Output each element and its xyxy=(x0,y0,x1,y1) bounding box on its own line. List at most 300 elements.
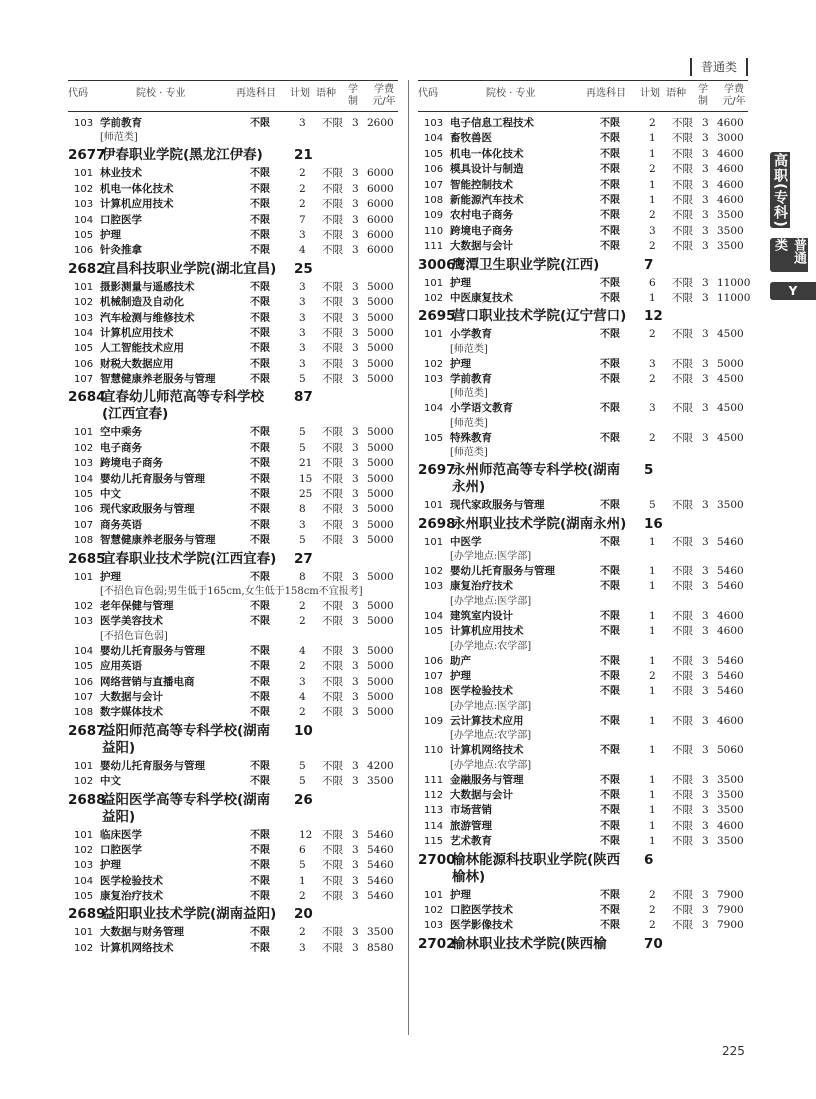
tuition-fee: 5060 xyxy=(717,744,744,757)
plan-count: 2 xyxy=(299,198,306,211)
major-code: 102 xyxy=(74,183,94,195)
major-name: 大数据与会计 xyxy=(100,690,163,703)
plan-count: 1 xyxy=(649,773,656,786)
major-name: 云计算技术应用 xyxy=(450,714,524,727)
subject-requirement: 不限 xyxy=(600,745,620,757)
plan-count: 1 xyxy=(649,788,656,801)
major-list xyxy=(418,327,748,460)
study-length: 3 xyxy=(352,859,359,872)
school-heading xyxy=(68,387,398,425)
tuition-fee: 7900 xyxy=(717,919,744,932)
school-heading xyxy=(418,850,748,888)
study-length: 3 xyxy=(352,599,359,612)
plan-count: 2 xyxy=(649,888,656,901)
tab-letter-y[interactable]: Y xyxy=(770,282,816,300)
major-code: 105 xyxy=(74,661,94,673)
language: 不限 xyxy=(322,117,343,129)
study-length: 3 xyxy=(352,117,359,129)
language: 不限 xyxy=(672,919,693,932)
major-name: 新能源汽车技术 xyxy=(450,193,524,206)
tuition-fee: 8580 xyxy=(367,941,394,954)
table-row xyxy=(68,311,398,326)
major-code: 101 xyxy=(424,329,444,341)
study-length: 3 xyxy=(702,276,709,289)
table-row xyxy=(68,705,398,720)
study-length: 3 xyxy=(352,660,359,673)
table-row xyxy=(418,372,748,387)
plan-count: 2 xyxy=(299,706,306,719)
header-subject: 再选科目 xyxy=(236,88,276,99)
tuition-fee: 6000 xyxy=(367,244,394,257)
plan-count: 1 xyxy=(649,804,656,817)
plan-count: 3 xyxy=(299,357,306,370)
school-code: 2685 xyxy=(68,550,106,567)
major-code: 102 xyxy=(424,904,444,916)
subject-requirement: 不限 xyxy=(600,432,620,444)
tuition-fee: 4600 xyxy=(717,609,744,622)
study-length: 3 xyxy=(352,534,359,547)
language: 不限 xyxy=(322,228,343,241)
tuition-fee: 5000 xyxy=(367,326,394,339)
table-row xyxy=(68,828,398,843)
major-code: 107 xyxy=(74,691,94,703)
major-note: [师范类] xyxy=(450,417,488,429)
school-name: 益阳职业技术学院(湖南益阳) xyxy=(102,906,277,923)
language: 不限 xyxy=(322,759,343,772)
major-name: 金融服务与管理 xyxy=(450,773,524,786)
subject-requirement: 不限 xyxy=(600,500,620,512)
major-code: 107 xyxy=(424,179,444,191)
study-length: 3 xyxy=(352,615,359,628)
subject-requirement: 不限 xyxy=(250,343,270,355)
subject-requirement: 不限 xyxy=(600,194,620,206)
table-row xyxy=(68,357,398,372)
major-code: 107 xyxy=(74,374,94,386)
plan-count: 1 xyxy=(299,874,306,887)
major-name: 特殊教育 xyxy=(450,431,492,444)
plan-count: 5 xyxy=(299,441,306,454)
school-plan-total: 5 xyxy=(644,462,654,479)
plan-count: 1 xyxy=(649,535,656,548)
major-name: 电子信息工程技术 xyxy=(450,117,534,129)
table-row xyxy=(418,918,748,933)
plan-count: 5 xyxy=(299,534,306,547)
subject-requirement: 不限 xyxy=(600,292,620,304)
major-name: 计算机网络技术 xyxy=(100,941,174,954)
study-length: 3 xyxy=(702,669,709,682)
subject-requirement: 不限 xyxy=(600,789,620,801)
study-length: 3 xyxy=(352,843,359,856)
study-length: 3 xyxy=(352,644,359,657)
table-row xyxy=(68,941,398,956)
study-length: 3 xyxy=(352,503,359,516)
study-length: 3 xyxy=(702,788,709,801)
school-name: 永州职业技术学院(湖南永州) xyxy=(452,515,627,532)
language: 不限 xyxy=(672,499,693,512)
school-plan-total: 26 xyxy=(294,791,313,808)
language: 不限 xyxy=(672,147,693,160)
header-code: 代码 xyxy=(418,88,438,99)
tuition-fee: 5460 xyxy=(717,535,744,548)
tuition-fee: 2600 xyxy=(367,117,394,129)
subject-requirement: 不限 xyxy=(250,358,270,370)
table-row xyxy=(418,535,748,550)
enrollment-list xyxy=(418,116,751,955)
language: 不限 xyxy=(322,706,343,719)
tuition-fee: 4600 xyxy=(717,819,744,832)
plan-count: 3 xyxy=(299,941,306,954)
plan-count: 5 xyxy=(299,775,306,788)
language: 不限 xyxy=(322,775,343,788)
plan-count: 1 xyxy=(649,744,656,757)
table-row xyxy=(418,224,748,239)
plan-count: 2 xyxy=(299,615,306,628)
study-length: 3 xyxy=(702,240,709,253)
study-length: 3 xyxy=(702,654,709,667)
table-row xyxy=(68,518,398,533)
table-row xyxy=(418,903,748,918)
major-note: [师范类] xyxy=(450,447,488,459)
study-length: 3 xyxy=(352,775,359,788)
major-code: 106 xyxy=(74,676,94,688)
tuition-fee: 3000 xyxy=(717,132,744,145)
school-heading xyxy=(68,145,398,166)
major-note: [不招色盲色弱] xyxy=(100,630,168,642)
language: 不限 xyxy=(672,117,693,129)
plan-count: 7 xyxy=(299,213,306,226)
major-name: 护理 xyxy=(100,570,121,583)
major-code: 103 xyxy=(424,118,444,129)
study-length: 3 xyxy=(352,488,359,501)
major-name: 网络营销与直播电商 xyxy=(100,675,195,688)
subject-requirement: 不限 xyxy=(600,329,620,341)
table-row xyxy=(68,372,398,387)
tuition-fee: 5460 xyxy=(367,874,394,887)
table-row xyxy=(68,441,398,456)
major-name: 农村电子商务 xyxy=(450,209,513,222)
table-row xyxy=(68,280,398,295)
language: 不限 xyxy=(672,240,693,253)
subject-requirement: 不限 xyxy=(250,760,270,772)
major-code: 103 xyxy=(74,860,94,872)
tuition-fee: 5000 xyxy=(367,615,394,628)
table-row xyxy=(68,295,398,310)
subject-requirement: 不限 xyxy=(250,183,270,195)
table-row xyxy=(68,197,398,212)
major-list xyxy=(68,116,398,145)
table-row xyxy=(68,166,398,181)
school-plan-total: 6 xyxy=(644,851,654,868)
table-row xyxy=(418,579,748,594)
header-plan: 计划 xyxy=(640,88,660,99)
table-row xyxy=(68,425,398,440)
tuition-fee: 4500 xyxy=(717,402,744,415)
major-code: 103 xyxy=(424,374,444,386)
table-row xyxy=(418,669,748,684)
table-row xyxy=(418,498,748,513)
major-note: [办学地点:农学部] xyxy=(450,759,532,771)
major-code: 114 xyxy=(424,820,444,832)
subject-requirement: 不限 xyxy=(250,776,270,788)
major-code: 104 xyxy=(424,610,444,622)
table-row xyxy=(418,401,748,416)
header-language: 语种 xyxy=(316,88,336,99)
subject-requirement: 不限 xyxy=(250,297,270,309)
study-length: 3 xyxy=(352,426,359,439)
major-code: 115 xyxy=(424,836,444,848)
school-plan-total: 87 xyxy=(294,389,313,406)
right-column xyxy=(418,80,751,955)
major-code: 101 xyxy=(424,277,444,289)
major-code: 101 xyxy=(74,927,94,939)
major-name: 小学教育 xyxy=(450,328,492,341)
major-list xyxy=(68,166,398,258)
tuition-fee: 4600 xyxy=(717,147,744,160)
subject-requirement: 不限 xyxy=(600,836,620,848)
school-plan-total: 20 xyxy=(294,906,313,923)
language: 不限 xyxy=(672,669,693,682)
plan-count: 1 xyxy=(649,625,656,638)
plan-count: 25 xyxy=(299,488,313,501)
study-length: 3 xyxy=(702,565,709,578)
header-fee: 学费元/年 xyxy=(372,84,396,107)
language: 不限 xyxy=(322,644,343,657)
major-name: 学前教育 xyxy=(450,373,492,386)
major-code: 106 xyxy=(424,655,444,667)
major-name: 康复治疗技术 xyxy=(450,580,513,593)
major-code: 104 xyxy=(74,875,94,887)
subject-requirement: 不限 xyxy=(250,199,270,211)
major-name: 助产 xyxy=(450,654,471,667)
major-list xyxy=(68,925,398,956)
study-length: 3 xyxy=(702,819,709,832)
table-row xyxy=(418,431,748,446)
subject-requirement: 不限 xyxy=(250,229,270,241)
tuition-fee: 5000 xyxy=(367,644,394,657)
subject-requirement: 不限 xyxy=(250,600,270,612)
language: 不限 xyxy=(672,163,693,176)
major-name: 婴幼儿托育服务与管理 xyxy=(100,644,205,657)
language: 不限 xyxy=(322,660,343,673)
tuition-fee: 5000 xyxy=(367,518,394,531)
major-name: 护理 xyxy=(450,669,471,682)
table-row xyxy=(68,533,398,548)
tuition-fee: 5000 xyxy=(367,472,394,485)
tuition-fee: 4200 xyxy=(367,759,394,772)
major-name: 大数据与财务管理 xyxy=(100,926,184,939)
table-row xyxy=(68,614,398,629)
study-length: 3 xyxy=(352,213,359,226)
subject-requirement: 不限 xyxy=(250,519,270,531)
tuition-fee: 4500 xyxy=(717,373,744,386)
subject-requirement: 不限 xyxy=(600,715,620,727)
plan-count: 1 xyxy=(649,580,656,593)
table-row xyxy=(68,690,398,705)
study-length: 3 xyxy=(702,431,709,444)
major-code: 107 xyxy=(424,670,444,682)
plan-count: 21 xyxy=(299,457,313,470)
subject-requirement: 不限 xyxy=(250,844,270,856)
subject-requirement: 不限 xyxy=(250,645,270,657)
study-length: 3 xyxy=(352,182,359,195)
tuition-fee: 5000 xyxy=(367,488,394,501)
subject-requirement: 不限 xyxy=(600,566,620,578)
tuition-fee: 4500 xyxy=(717,328,744,341)
language: 不限 xyxy=(322,280,343,293)
tuition-fee: 5000 xyxy=(717,357,744,370)
table-row xyxy=(68,843,398,858)
major-code: 103 xyxy=(74,312,94,324)
table-row xyxy=(68,182,398,197)
tuition-fee: 5000 xyxy=(367,311,394,324)
plan-count: 2 xyxy=(299,167,306,180)
plan-count: 3 xyxy=(299,117,306,129)
language: 不限 xyxy=(322,167,343,180)
tab-general[interactable]: 普通类 xyxy=(770,238,808,272)
major-code: 103 xyxy=(424,581,444,593)
plan-count: 8 xyxy=(299,503,306,516)
school-name: 榆林职业技术学院(陕西榆 xyxy=(452,935,607,952)
school-heading xyxy=(68,904,398,925)
side-tabs xyxy=(770,152,816,310)
major-code: 101 xyxy=(424,500,444,512)
tuition-fee: 6000 xyxy=(367,182,394,195)
major-code: 105 xyxy=(424,148,444,160)
study-length: 3 xyxy=(352,373,359,386)
plan-count: 12 xyxy=(299,828,313,841)
major-name: 计算机应用技术 xyxy=(100,326,174,339)
school-name: 伊春职业学院(黑龙江伊春) xyxy=(102,147,263,164)
plan-count: 5 xyxy=(299,426,306,439)
table-row xyxy=(418,147,748,162)
plan-count: 3 xyxy=(299,228,306,241)
study-length: 3 xyxy=(352,357,359,370)
school-code: 2684 xyxy=(68,389,106,406)
major-code: 112 xyxy=(424,789,444,801)
plan-count: 1 xyxy=(649,654,656,667)
major-name: 数字媒体技术 xyxy=(100,706,163,719)
plan-count: 1 xyxy=(649,685,656,698)
major-name: 中医康复技术 xyxy=(450,291,513,304)
tuition-fee: 11000 xyxy=(717,276,751,289)
tuition-fee: 5000 xyxy=(367,426,394,439)
study-length: 3 xyxy=(702,835,709,848)
table-row xyxy=(418,803,748,818)
subject-requirement: 不限 xyxy=(600,374,620,386)
subject-requirement: 不限 xyxy=(250,927,270,939)
school-heading xyxy=(418,255,748,276)
major-code: 101 xyxy=(424,889,444,901)
plan-count: 15 xyxy=(299,472,313,485)
major-name: 跨境电子商务 xyxy=(450,224,513,237)
subject-requirement: 不限 xyxy=(600,610,620,622)
study-length: 3 xyxy=(702,224,709,237)
major-code: 101 xyxy=(74,427,94,439)
table-row xyxy=(418,291,751,306)
plan-count: 2 xyxy=(649,240,656,253)
subject-requirement: 不限 xyxy=(600,403,620,415)
subject-requirement: 不限 xyxy=(600,820,620,832)
plan-count: 1 xyxy=(649,609,656,622)
major-name: 摄影测量与遥感技术 xyxy=(100,280,195,293)
tuition-fee: 3500 xyxy=(717,804,744,817)
tuition-fee: 5000 xyxy=(367,570,394,583)
major-list xyxy=(68,759,398,790)
table-row xyxy=(68,456,398,471)
subject-requirement: 不限 xyxy=(600,210,620,222)
table-row xyxy=(68,675,398,690)
major-code: 104 xyxy=(74,473,94,485)
study-length: 3 xyxy=(352,926,359,939)
language: 不限 xyxy=(322,326,343,339)
study-length: 3 xyxy=(352,280,359,293)
language: 不限 xyxy=(322,534,343,547)
subject-requirement: 不限 xyxy=(600,536,620,548)
plan-count: 1 xyxy=(649,132,656,145)
study-length: 3 xyxy=(702,888,709,901)
tuition-fee: 3500 xyxy=(717,499,744,512)
school-code: 2702 xyxy=(418,935,456,952)
major-list xyxy=(68,425,398,548)
study-length: 3 xyxy=(702,919,709,932)
major-code: 104 xyxy=(74,327,94,339)
table-row xyxy=(68,644,398,659)
school-plan-total: 27 xyxy=(294,550,313,567)
study-length: 3 xyxy=(702,499,709,512)
language: 不限 xyxy=(672,565,693,578)
major-name: 跨境电子商务 xyxy=(100,457,163,470)
subject-requirement: 不限 xyxy=(600,805,620,817)
table-row xyxy=(418,276,751,291)
school-code: 3006 xyxy=(418,256,456,273)
major-code: 106 xyxy=(74,358,94,370)
tuition-fee: 5460 xyxy=(717,669,744,682)
subject-requirement: 不限 xyxy=(600,277,620,289)
study-length: 3 xyxy=(352,228,359,241)
subject-requirement: 不限 xyxy=(600,133,620,145)
language: 不限 xyxy=(672,276,693,289)
subject-requirement: 不限 xyxy=(600,358,620,370)
major-code: 113 xyxy=(424,805,444,817)
major-list xyxy=(68,280,398,388)
subject-requirement: 不限 xyxy=(600,148,620,160)
subject-requirement: 不限 xyxy=(250,942,270,954)
plan-count: 1 xyxy=(649,193,656,206)
tuition-fee: 5460 xyxy=(717,580,744,593)
subject-requirement: 不限 xyxy=(250,489,270,501)
plan-count: 5 xyxy=(299,859,306,872)
table-row xyxy=(418,178,748,193)
major-name: 学前教育 xyxy=(100,117,142,129)
major-code: 103 xyxy=(74,118,94,129)
study-length: 3 xyxy=(352,441,359,454)
study-length: 3 xyxy=(702,147,709,160)
plan-count: 1 xyxy=(649,565,656,578)
school-heading xyxy=(68,721,398,759)
school-plan-total: 12 xyxy=(644,308,663,325)
table-row xyxy=(68,889,398,904)
tab-vocational[interactable]: 高职(专科) xyxy=(772,152,788,228)
tuition-fee: 6000 xyxy=(367,228,394,241)
language: 不限 xyxy=(322,503,343,516)
language: 不限 xyxy=(322,441,343,454)
plan-count: 2 xyxy=(299,599,306,612)
study-length: 3 xyxy=(352,759,359,772)
major-name: 旅游管理 xyxy=(450,819,492,832)
major-name: 婴幼儿托育服务与管理 xyxy=(100,759,205,772)
study-length: 3 xyxy=(702,685,709,698)
school-name: 鹰潭卫生职业学院(江西) xyxy=(452,256,600,273)
